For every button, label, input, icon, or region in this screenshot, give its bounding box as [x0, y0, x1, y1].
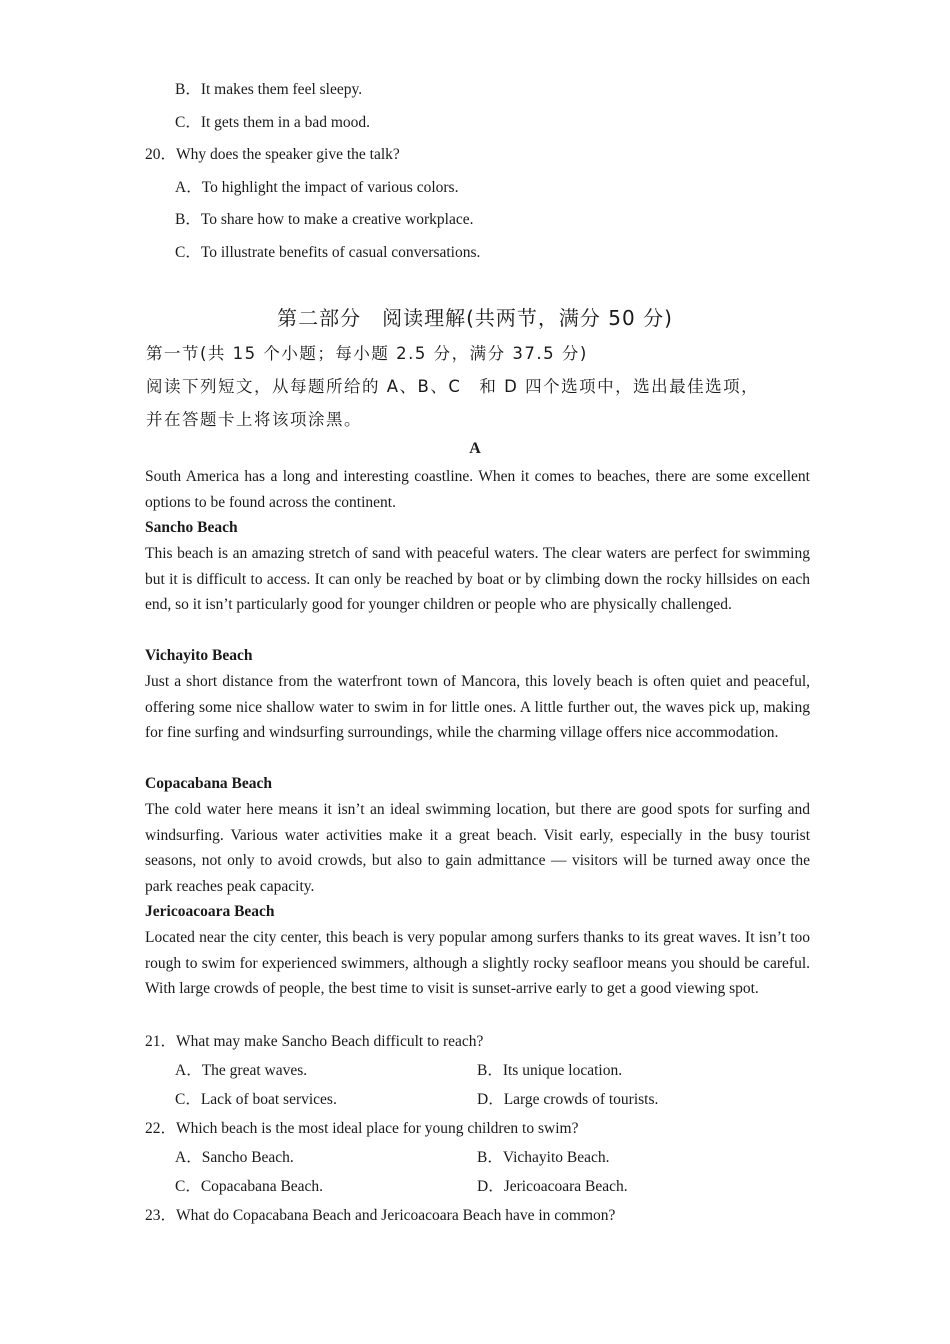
q22-option-b: B．Vichayito Beach.	[477, 1149, 610, 1166]
q22-question: 22．Which beach is the most ideal place for young children to swim?	[145, 1120, 579, 1137]
jericoacoara-paragraph: Located near the city center, this beach is very popular among surfers thanks to its great waves. It isn’t too rough to swim for experienced swimmers, although a slightly rocky seafloor means you should be careful. With large crowds of people, the best time to visit is sunset-arrive early to get a good viewing spot.	[145, 929, 810, 998]
copacabana-heading: Copacabana Beach	[145, 775, 273, 792]
vichayito-paragraph: Just a short distance from the waterfront town of Mancora, this lovely beach is often quiet and peaceful, offering some nice shallow water to swim in for little ones. A little further out, the waves pick up, making for fine surfing and windsurfing surroundings, while the charming village offers nice accommodation.	[145, 673, 810, 742]
q20-option-c: C．To illustrate benefits of casual conversations.	[175, 244, 481, 261]
q20-option-a: A．To highlight the impact of various colors.	[175, 179, 459, 196]
q21-option-a: A．The great waves.	[175, 1062, 308, 1079]
instruction-line-1: 阅读下列短文，从每题所给的 A、B、C 和 D 四个选项中，选出最佳选项，	[146, 377, 760, 396]
passage-intro: South America has a long and interesting coastline. When it comes to beaches, there are some excellent options to be found across the continent.	[145, 468, 810, 511]
section-one-heading: 第一节(共 15 个小题；每小题 2.5 分，满分 37.5 分)	[146, 344, 588, 363]
q23-question: 23．What do Copacabana Beach and Jericoacoara Beach have in common?	[145, 1207, 616, 1224]
q19-option-c: C．It gets them in a bad mood.	[175, 114, 371, 131]
q21-option-c: C．Lack of boat services.	[175, 1091, 337, 1108]
copacabana-paragraph: The cold water here means it isn’t an ideal swimming location, but there are good spots for surfing and windsurfing. Various water activities make it a great beach. Visit early, especially in the busy tourist seasons, not only to avoid crowds, but also to gain admittance — visitors will be turned away once the park reaches peak capacity.	[145, 801, 810, 896]
q20-question: 20．Why does the speaker give the talk?	[145, 146, 400, 163]
q22-option-a: A．Sancho Beach.	[175, 1149, 294, 1166]
jericoacoara-heading: Jericoacoara Beach	[145, 903, 275, 920]
vichayito-heading: Vichayito Beach	[145, 647, 253, 664]
q21-question: 21．What may make Sancho Beach difficult to reach?	[145, 1033, 484, 1050]
q21-option-d: D．Large crowds of tourists.	[477, 1091, 659, 1108]
passage-letter: A	[469, 440, 481, 457]
q19-option-b: B．It makes them feel sleepy.	[175, 81, 363, 98]
instruction-line-2: 并在答题卡上将该项涂黑。	[146, 410, 362, 429]
q22-option-c: C．Copacabana Beach.	[175, 1178, 324, 1195]
part-two-title: 第二部分 阅读理解(共两节，满分 50 分)	[277, 306, 673, 330]
q21-option-b: B．Its unique location.	[477, 1062, 623, 1079]
q22-option-d: D．Jericoacoara Beach.	[477, 1178, 628, 1195]
q20-option-b: B．To share how to make a creative workplace.	[175, 211, 474, 228]
sancho-heading: Sancho Beach	[145, 519, 238, 536]
sancho-paragraph: This beach is an amazing stretch of sand with peaceful waters. The clear waters are perfect for swimming but it is difficult to access. It can only be reached by boat or by climbing down the rocky hillsides on each end, so it isn’t particularly good for younger children or people who are physically challenged.	[145, 545, 810, 614]
